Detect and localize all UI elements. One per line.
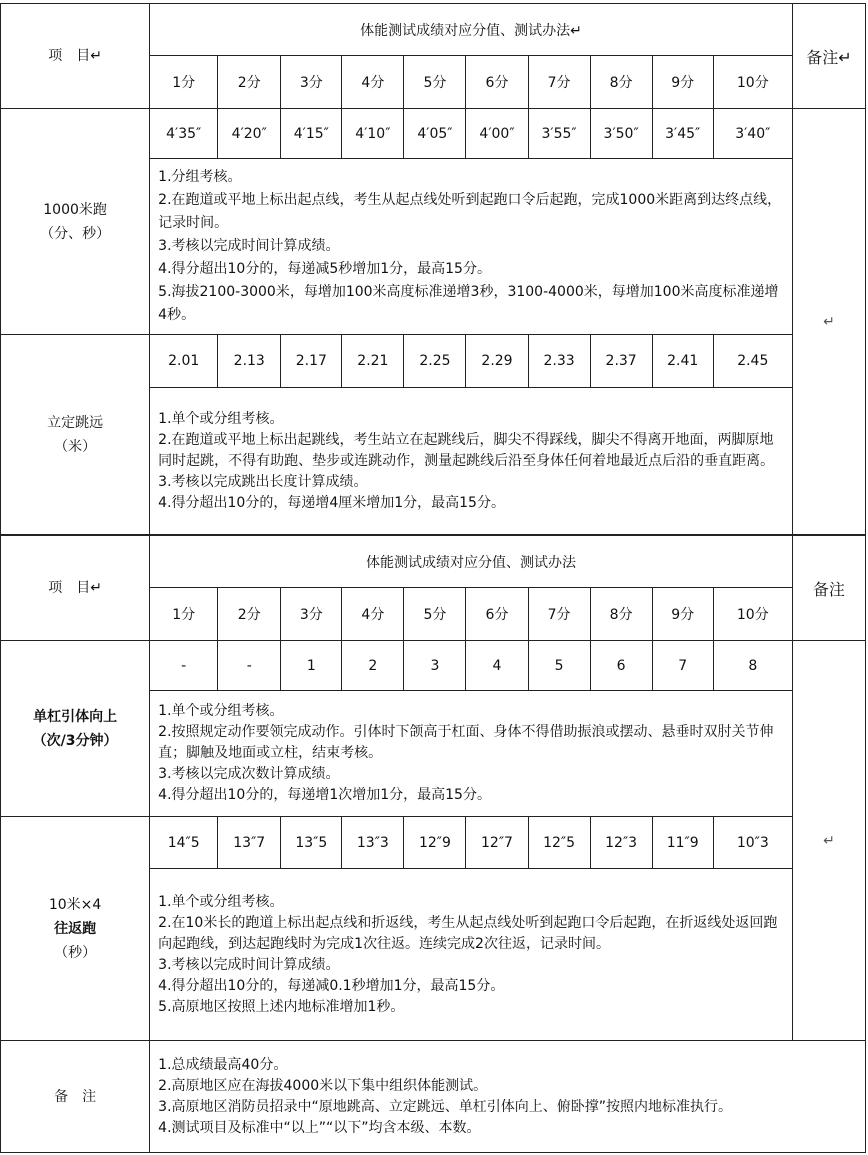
score-cell: 1分 <box>150 56 218 109</box>
value-cell: 2.37 <box>590 335 652 388</box>
value-cell: 12″3 <box>590 817 652 869</box>
score-cell: 9分 <box>652 56 713 109</box>
score-cell: 8分 <box>590 56 652 109</box>
value-cell: 3 <box>404 641 466 691</box>
value-cell: 4′05″ <box>404 109 466 159</box>
value-cell: 2.25 <box>404 335 466 388</box>
value-cell: 2.33 <box>528 335 590 388</box>
item-long-jump: 立定跳远 （米） <box>1 335 150 535</box>
score-title: 体能测试成绩对应分值、测试办法↵ <box>150 4 793 56</box>
item-shuttle-run: 10米×4 往返跑 （秒） <box>1 817 150 1041</box>
score-cell: 3分 <box>281 56 342 109</box>
value-cell: 4′00″ <box>466 109 528 159</box>
value-cell: 12″5 <box>528 817 590 869</box>
value-cell: 3′45″ <box>652 109 713 159</box>
item-header: 项 目↵ <box>1 536 150 641</box>
notes-content: 1.总成绩最高40分。 2.高原地区应在海拔4000米以下集中组织体能测试。 3.高原地区消防员招录中“原地跳高、立定跳远、单杠引体向上、俯卧撑”按照内地标准执行。 4.测试项目及标准中“以上”“以下”均含本级、本数。 <box>150 1041 866 1153</box>
value-cell: 1 <box>281 641 342 691</box>
value-cell: 2.17 <box>281 335 342 388</box>
value-cell: 12″9 <box>404 817 466 869</box>
value-cell: 2.29 <box>466 335 528 388</box>
value-cell: - <box>218 641 281 691</box>
value-cell: 7 <box>652 641 713 691</box>
notes-label: 备 注 <box>1 1041 150 1153</box>
score-title: 体能测试成绩对应分值、测试办法 <box>150 536 793 588</box>
remark-cell: ↵ <box>792 641 865 1041</box>
fitness-table-2 <box>0 535 866 1153</box>
remark-header: 备注 <box>792 536 865 641</box>
value-cell: 4′20″ <box>218 109 281 159</box>
score-cell: 5分 <box>404 56 466 109</box>
score-cell: 6分 <box>466 588 528 641</box>
score-cell: 3分 <box>281 588 342 641</box>
item-1000m: 1000米跑 （分、秒） <box>1 109 150 335</box>
score-cell: 2分 <box>218 588 281 641</box>
remark-cell: ↵ <box>792 109 865 535</box>
value-cell: 11″9 <box>652 817 713 869</box>
method-shuttle-run: 1.单个或分组考核。 2.在10米长的跑道上标出起点线和折返线，考生从起点线处听到起跑口令后起跑，在折返线处返回跑向起跑线，到达起跑线时为完成1次往返。连续完成2次往返，记录时间。 3.考核以完成时间计算成绩。 4.得分超出10分的，每递减0.1秒增加1分，最高15分。 5.高原地区按照上述内地标准增加1秒。 <box>150 869 793 1041</box>
score-cell: 7分 <box>528 56 590 109</box>
fitness-table-1 <box>0 3 866 535</box>
value-cell: 4′10″ <box>342 109 404 159</box>
score-cell: 9分 <box>652 588 713 641</box>
value-cell: 13″7 <box>218 817 281 869</box>
value-cell: 2 <box>342 641 404 691</box>
score-cell: 10分 <box>713 56 792 109</box>
value-cell: 4 <box>466 641 528 691</box>
value-cell: 3′50″ <box>590 109 652 159</box>
item-pullup: 单杠引体向上 （次/3分钟） <box>1 641 150 817</box>
value-cell: 2.45 <box>713 335 792 388</box>
value-cell: 10″3 <box>713 817 792 869</box>
score-cell: 4分 <box>342 588 404 641</box>
score-cell: 6分 <box>466 56 528 109</box>
method-long-jump: 1.单个或分组考核。 2.在跑道或平地上标出起跳线，考生站立在起跳线后，脚尖不得踩线，脚尖不得离开地面，两脚原地同时起跳，不得有助跑、垫步或连跳动作，测量起跳线后沿至身体任何着地最近点后沿的垂直距离。 3.考核以完成跳出长度计算成绩。 4.得分超出10分的，每递增4厘米增加1分，最高15分。 <box>150 388 793 535</box>
value-cell: 12″7 <box>466 817 528 869</box>
value-cell: 2.01 <box>150 335 218 388</box>
method-1000m: 1.分组考核。 2.在跑道或平地上标出起点线，考生从起点线处听到起跑口令后起跑，完成1000米距离到达终点线，记录时间。 3.考核以完成时间计算成绩。 4.得分超出10分的，每递减5秒增加1分，最高15分。 5.海拔2100-3000米，每增加100米高度标准递增3秒，3100-4000米，每增加100米高度标准递增4秒。 <box>150 159 793 335</box>
value-cell: 13″3 <box>342 817 404 869</box>
value-cell: 3′40″ <box>713 109 792 159</box>
remark-header: 备注↵ <box>792 4 865 109</box>
score-cell: 8分 <box>590 588 652 641</box>
score-cell: 7分 <box>528 588 590 641</box>
method-pullup: 1.单个或分组考核。 2.按照规定动作要领完成动作。引体时下颌高于杠面、身体不得借助振浪或摆动、悬垂时双肘关节伸直；脚触及地面或立柱，结束考核。 3.考核以完成次数计算成绩。 4.得分超出10分的，每递增1次增加1分，最高15分。 <box>150 691 793 817</box>
value-cell: 4′15″ <box>281 109 342 159</box>
score-cell: 2分 <box>218 56 281 109</box>
value-cell: - <box>150 641 218 691</box>
score-cell: 4分 <box>342 56 404 109</box>
value-cell: 14″5 <box>150 817 218 869</box>
score-cell: 5分 <box>404 588 466 641</box>
value-cell: 4′35″ <box>150 109 218 159</box>
value-cell: 5 <box>528 641 590 691</box>
score-cell: 1分 <box>150 588 218 641</box>
value-cell: 3′55″ <box>528 109 590 159</box>
score-cell: 10分 <box>713 588 792 641</box>
value-cell: 13″5 <box>281 817 342 869</box>
value-cell: 2.13 <box>218 335 281 388</box>
item-header: 项 目↵ <box>1 4 150 109</box>
value-cell: 6 <box>590 641 652 691</box>
value-cell: 2.21 <box>342 335 404 388</box>
value-cell: 8 <box>713 641 792 691</box>
value-cell: 2.41 <box>652 335 713 388</box>
